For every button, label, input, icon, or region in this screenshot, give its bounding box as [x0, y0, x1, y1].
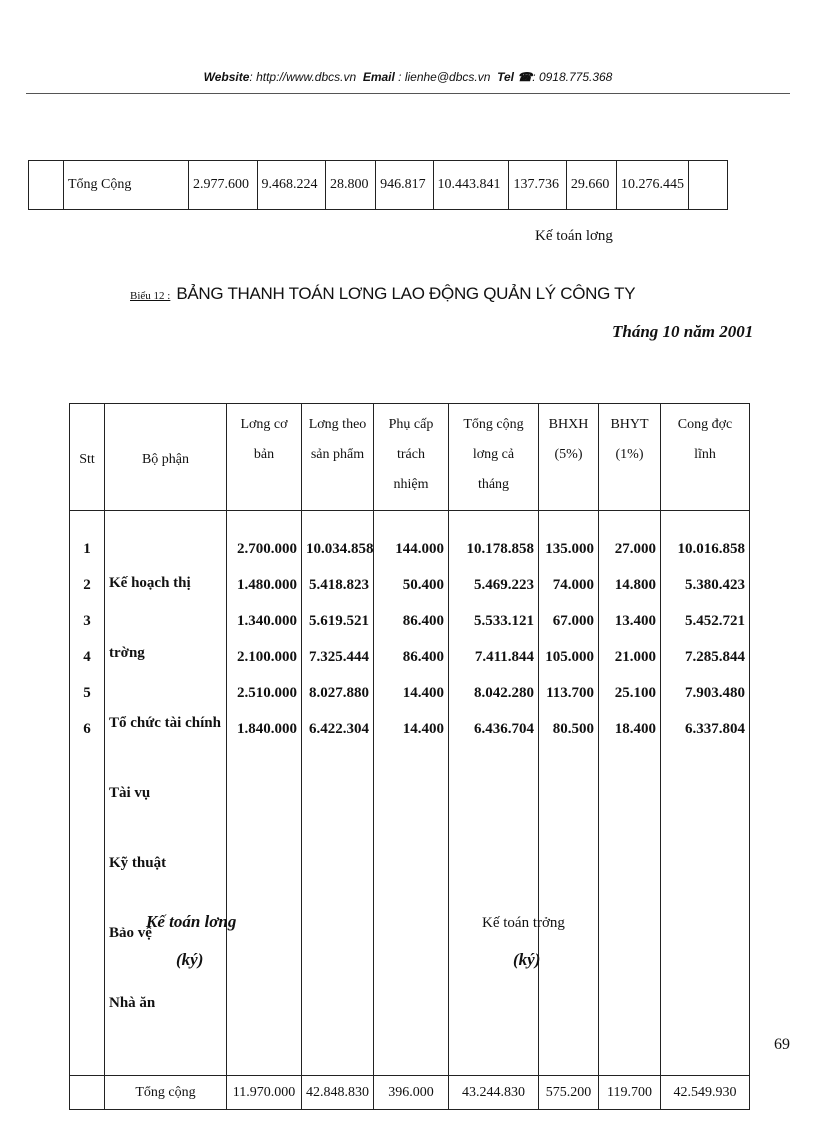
allowance-column: 144.000 50.400 86.400 86.400 14.400 14.400: [374, 511, 449, 1076]
net-pay-column: 10.016.858 5.380.423 5.452.721 7.285.844 7.903.480 6.337.804: [661, 511, 750, 1076]
total-bhyt: 119.700: [599, 1076, 661, 1110]
header-product-salary: Lơng theo sản phẩm: [302, 404, 374, 511]
header-bhyt: BHYT (1%): [599, 404, 661, 511]
department-column: Kế hoạch thị trờng Tổ chức tài chính Tài vụ Kỹ thuật Bảo vệ Nhà ăn: [105, 511, 227, 1076]
title-text: BẢNG THANH TOÁN LƠNG LAO ĐỘNG QUẢN LÝ CÔNG TY: [176, 284, 636, 303]
table-cell: 10.276.445: [617, 161, 689, 210]
table-cell: 9.468.224: [257, 161, 326, 210]
signature-chief-accountant: Kế toán trởng: [482, 915, 565, 931]
total-label: Tổng cộng: [105, 1076, 227, 1110]
bhyt-column: 27.000 14.800 13.400 21.000 25.100 18.400: [599, 511, 661, 1076]
signature-accountant-sign: (ký): [176, 950, 204, 969]
table-cell: 137.736: [509, 161, 566, 210]
table-cell: 2.977.600: [189, 161, 258, 210]
page-number: 69: [774, 1036, 790, 1053]
header-net-pay: Cong đợc lĩnh: [661, 404, 750, 511]
email-address: : lienhe@dbcs.vn: [394, 70, 491, 84]
base-salary-column: 2.700.000 1.480.000 1.340.000 2.100.000 2.510.000 1.840.000: [227, 511, 302, 1076]
table-header-row: [70, 404, 750, 511]
stt-column: 1 2 3 4 5 6: [70, 511, 105, 1076]
tel-number: : 0918.775.368: [532, 70, 613, 84]
email-label: Email: [362, 70, 395, 84]
header-divider: [26, 93, 790, 94]
website-label: Website: [203, 70, 250, 84]
signature-chief-accountant-sign: (ký): [513, 950, 541, 969]
table-row: [70, 511, 750, 1076]
total-net-pay: 42.549.930: [661, 1076, 750, 1110]
tel-label: Tel: [497, 70, 514, 84]
table-cell-empty: [29, 161, 64, 210]
table-cell-empty: [689, 161, 728, 210]
total-salary-column: 10.178.858 5.469.223 5.533.121 7.411.844 8.042.280 6.436.704: [449, 511, 539, 1076]
payroll-table: [69, 403, 750, 1110]
table-cell: 29.660: [566, 161, 616, 210]
page-title: [130, 284, 635, 304]
page-header: [0, 70, 816, 84]
report-date: Tháng 10 năm 2001: [612, 322, 754, 341]
total-bhxh: 575.200: [539, 1076, 599, 1110]
header-stt: Stt: [70, 404, 105, 511]
phone-icon: ☎: [517, 70, 533, 84]
total-total-salary: 43.244.830: [449, 1076, 539, 1110]
signature-accountant: Kế toán lơng: [146, 912, 237, 931]
table-cell: 946.817: [376, 161, 433, 210]
accountant-label: Kế toán lơng: [535, 228, 613, 244]
total-label: Tổng Cộng: [64, 161, 189, 210]
header-base-salary: Lơng cơ bản: [227, 404, 302, 511]
header-department: Bộ phận: [105, 404, 227, 511]
table-cell-empty: [70, 1076, 105, 1110]
total-product-salary: 42.848.830: [302, 1076, 374, 1110]
website-url: : http://www.dbcs.vn: [249, 70, 357, 84]
product-salary-column: 10.034.858 5.418.823 5.619.521 7.325.444 8.027.880 6.422.304: [302, 511, 374, 1076]
table-row: [29, 161, 728, 210]
header-total-salary: Tổng cộng lơng cả tháng: [449, 404, 539, 511]
total-allowance: 396.000: [374, 1076, 449, 1110]
header-bhxh: BHXH (5%): [539, 404, 599, 511]
table-cell: 28.800: [326, 161, 376, 210]
total-row: [70, 1076, 750, 1110]
form-number: Biểu 12 :: [130, 290, 171, 302]
header-allowance: Phụ cấp trách nhiệm: [374, 404, 449, 511]
previous-table-total: [28, 160, 728, 210]
total-base-salary: 11.970.000: [227, 1076, 302, 1110]
bhxh-column: 135.000 74.000 67.000 105.000 113.700 80.500: [539, 511, 599, 1076]
table-cell: 10.443.841: [433, 161, 509, 210]
